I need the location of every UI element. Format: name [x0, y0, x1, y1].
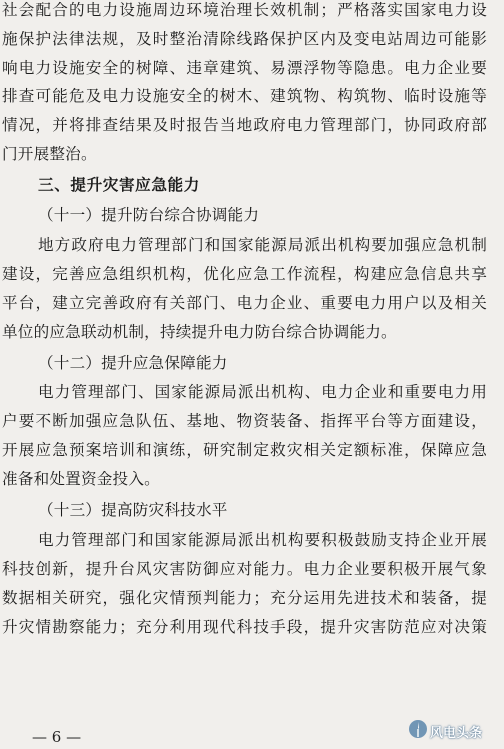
text-line-9: 地方政府电力管理部门和国家能源局派出机构要加强应急机制: [38, 236, 487, 254]
text-line-5: 情况，并将排查结果及时报告当地政府电力管理部门，协同政府部: [2, 116, 487, 134]
text-line-15: 户要不断加强应急队伍、基地、物资装备、指挥平台等方面建设，: [2, 412, 487, 430]
text-line-22: 升灾情勘察能力；充分利用现代科技手段，提升灾害防范应对决策: [2, 618, 487, 636]
subsection-heading-12: （十二）提升应急保障能力: [38, 354, 228, 372]
section-heading: 三、提升灾害应急能力: [38, 175, 200, 194]
text-line-1: 社会配合的电力设施周边环境治理长效机制；严格落实国家电力设: [2, 1, 487, 19]
subsection-heading-11: （十一）提升防台综合协调能力: [38, 206, 260, 224]
text-line-16: 开展应急预案培训和演练，研究制定救灾相关定额标准，保障应急: [2, 441, 487, 459]
watermark-text: 风电头条: [430, 726, 483, 741]
text-line-19: 电力管理部门和国家能源局派出机构要积极鼓励支持企业开展: [38, 531, 487, 549]
text-line-2: 施保护法律法规，及时整治清除线路保护区内及变电站周边可能影: [2, 30, 487, 48]
text-line-21: 数据相关研究，强化灾情预判能力；充分运用先进技术和装备，提: [2, 589, 487, 607]
text-line-4: 排查可能危及电力设施安全的树木、建筑物、构筑物、临时设施等: [2, 87, 487, 105]
text-line-17: 准备和处置资金投入。: [2, 470, 160, 488]
subsection-heading-13: （十三）提高防灾科技水平: [38, 501, 228, 519]
text-line-12: 单位的应急联动机制，持续提升电力防台综合协调能力。: [2, 323, 397, 341]
wind-turbine-icon: [408, 719, 428, 739]
text-line-20: 科技创新，提升台风灾害防御应对能力。电力企业要积极开展气象: [2, 560, 487, 578]
watermark: [408, 716, 498, 746]
text-line-11: 平台，建立完善政府有关部门、电力企业、重要电力用户以及相关: [2, 294, 487, 312]
text-line-14: 电力管理部门、国家能源局派出机构、电力企业和重要电力用: [38, 383, 487, 401]
text-line-10: 建设，完善应急组织机构，优化应急工作流程，构建应急信息共享: [2, 265, 487, 283]
text-line-3: 响电力设施安全的树障、违章建筑、易漂浮物等隐患。电力企业要: [2, 59, 487, 77]
page-number: — 6 —: [32, 728, 82, 746]
text-line-6: 门开展整治。: [2, 145, 97, 163]
